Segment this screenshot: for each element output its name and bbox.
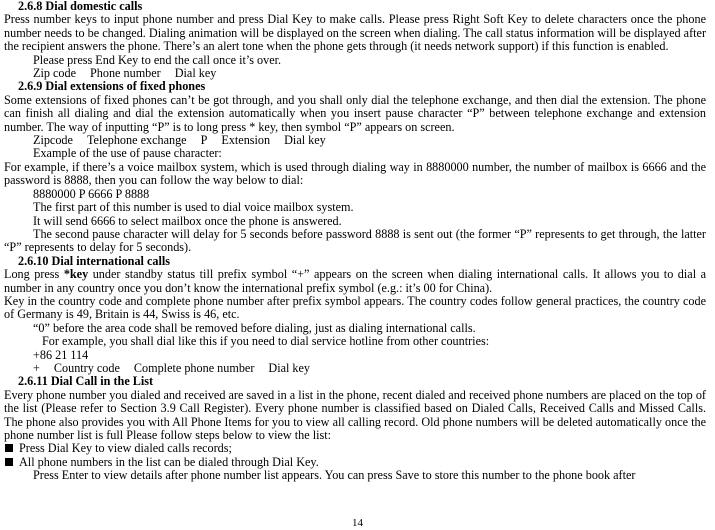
format-item: Zip code	[33, 66, 76, 81]
paragraph-domestic-calls: Press number keys to input phone number and press Dial Key to make calls. Please press Right Soft Key to delete characters once the phone number needs to be changed. Dialing animation will be displayed on the screen when dialing. The call status information will be displayed after the recipient answers the phone. There’s an alert tone when the phone gets through (it needs network support) if this function is enabled.	[4, 12, 706, 54]
bullet-text: All phone numbers in the list can be dialed through Dial Key.	[19, 454, 319, 469]
square-bullet-icon	[5, 444, 13, 452]
square-bullet-icon	[5, 458, 13, 466]
international-dial-format	[4, 362, 706, 375]
format-item: +	[33, 360, 40, 375]
format-item: Zipcode	[33, 133, 73, 148]
format-item: Extension	[221, 133, 271, 148]
format-item: Phone number	[89, 66, 161, 81]
bullet-text: Press Dial Key to view dialed calls records;	[19, 441, 232, 456]
page-number: 14	[352, 517, 363, 529]
text-run: under standby status till prefix symbol “+” appears on the screen when dialing international calls. It allows you to dial a number in any country once you don’t know the international prefix symbol (e.g.: it’s 00 for China).	[4, 267, 706, 295]
domestic-dial-format	[4, 67, 706, 80]
paragraph-voice-mailbox-example: For example, if there’s a voice mailbox system, which is used through dialing way in 8880000 number, the number of mailbox is 6666 and the password is 8888, then you can follow the way below to dial:	[4, 159, 706, 188]
paragraph-extensions: Some extensions of fixed phones can’t be got through, and you shall only dial the telephone exchange, and then dial the extension. The phone can finish all dialing and dial the extension automatically when you insert pause character “P” between telephone exchange and extension number. The way of inputting “P” is to long press * key, then symbol “P” appears on screen.	[4, 92, 706, 134]
format-item: Telephone exchange	[86, 133, 187, 148]
example-dial-number: 8880000 P 6666 P 8888	[33, 186, 150, 201]
end-call-note: Please press End Key to end the call once it’s over.	[33, 52, 282, 67]
key-name: *key	[63, 267, 89, 282]
section-heading-2-6-10: 2.6.10 Dial international calls	[18, 253, 171, 268]
paragraph-call-list: Every phone number you dialed and received are saved in a list in the phone, recent dialed and received phone numbers are placed on the top of the list (Please refer to Section 3.9 Call Register). Every phone number is classified based on Dialed Calls, Received Calls and Missed Calls. The phone also provides you with All Phone Items for you to view all calling record. Old phone numbers will be deleted automatically once the phone number list is full Please follow steps below to view the list:	[4, 387, 706, 442]
paragraph-international-1	[4, 268, 706, 295]
hotline-example: For example, you shall dial like this if you need to dial service hotline from other countries:	[42, 334, 490, 349]
extension-dial-format	[4, 134, 706, 147]
section-heading-2-6-8: 2.6.8 Dial domestic calls	[18, 0, 143, 13]
bullet-item	[4, 442, 706, 455]
example-explanation-2: It will send 6666 to select mailbox once the phone is answered.	[33, 213, 342, 228]
format-item: Complete phone number	[133, 360, 255, 375]
list-details-note: Press Enter to view details after phone number list appears. You can press Save to store this number to the phone book after	[33, 468, 636, 483]
document-page	[4, 0, 706, 483]
example-explanation-1: The first part of this number is used to dial voice mailbox system.	[33, 200, 354, 215]
section-heading-2-6-11: 2.6.11 Dial Call in the List	[18, 374, 154, 389]
format-item: P	[200, 133, 208, 148]
paragraph-international-2: Key in the country code and complete phone number after prefix symbol appears. The country codes follow general practices, the country code of Germany is 49, Britain is 44, Swiss is 46, etc.	[4, 293, 706, 322]
bullet-item	[4, 456, 706, 469]
format-item: Country code	[53, 360, 120, 375]
format-item: Dial key	[268, 360, 311, 375]
section-heading-2-6-9: 2.6.9 Dial extensions of fixed phones	[18, 79, 206, 94]
format-item: Dial key	[284, 133, 326, 148]
area-code-note: “0” before the area code shall be removed before dialing, just as dialing international calls.	[33, 320, 476, 335]
pause-example-intro: Example of the use of pause character:	[33, 146, 222, 161]
hotline-number: +86 21 114	[33, 347, 89, 362]
format-item: Dial key	[174, 66, 217, 81]
example-explanation-3: The second pause character will delay for 5 seconds before password 8888 is sent out (the former “P” represents to get through, the latter “P” represents to delay for 5 seconds).	[4, 226, 706, 255]
text-run: Long press	[4, 267, 64, 282]
